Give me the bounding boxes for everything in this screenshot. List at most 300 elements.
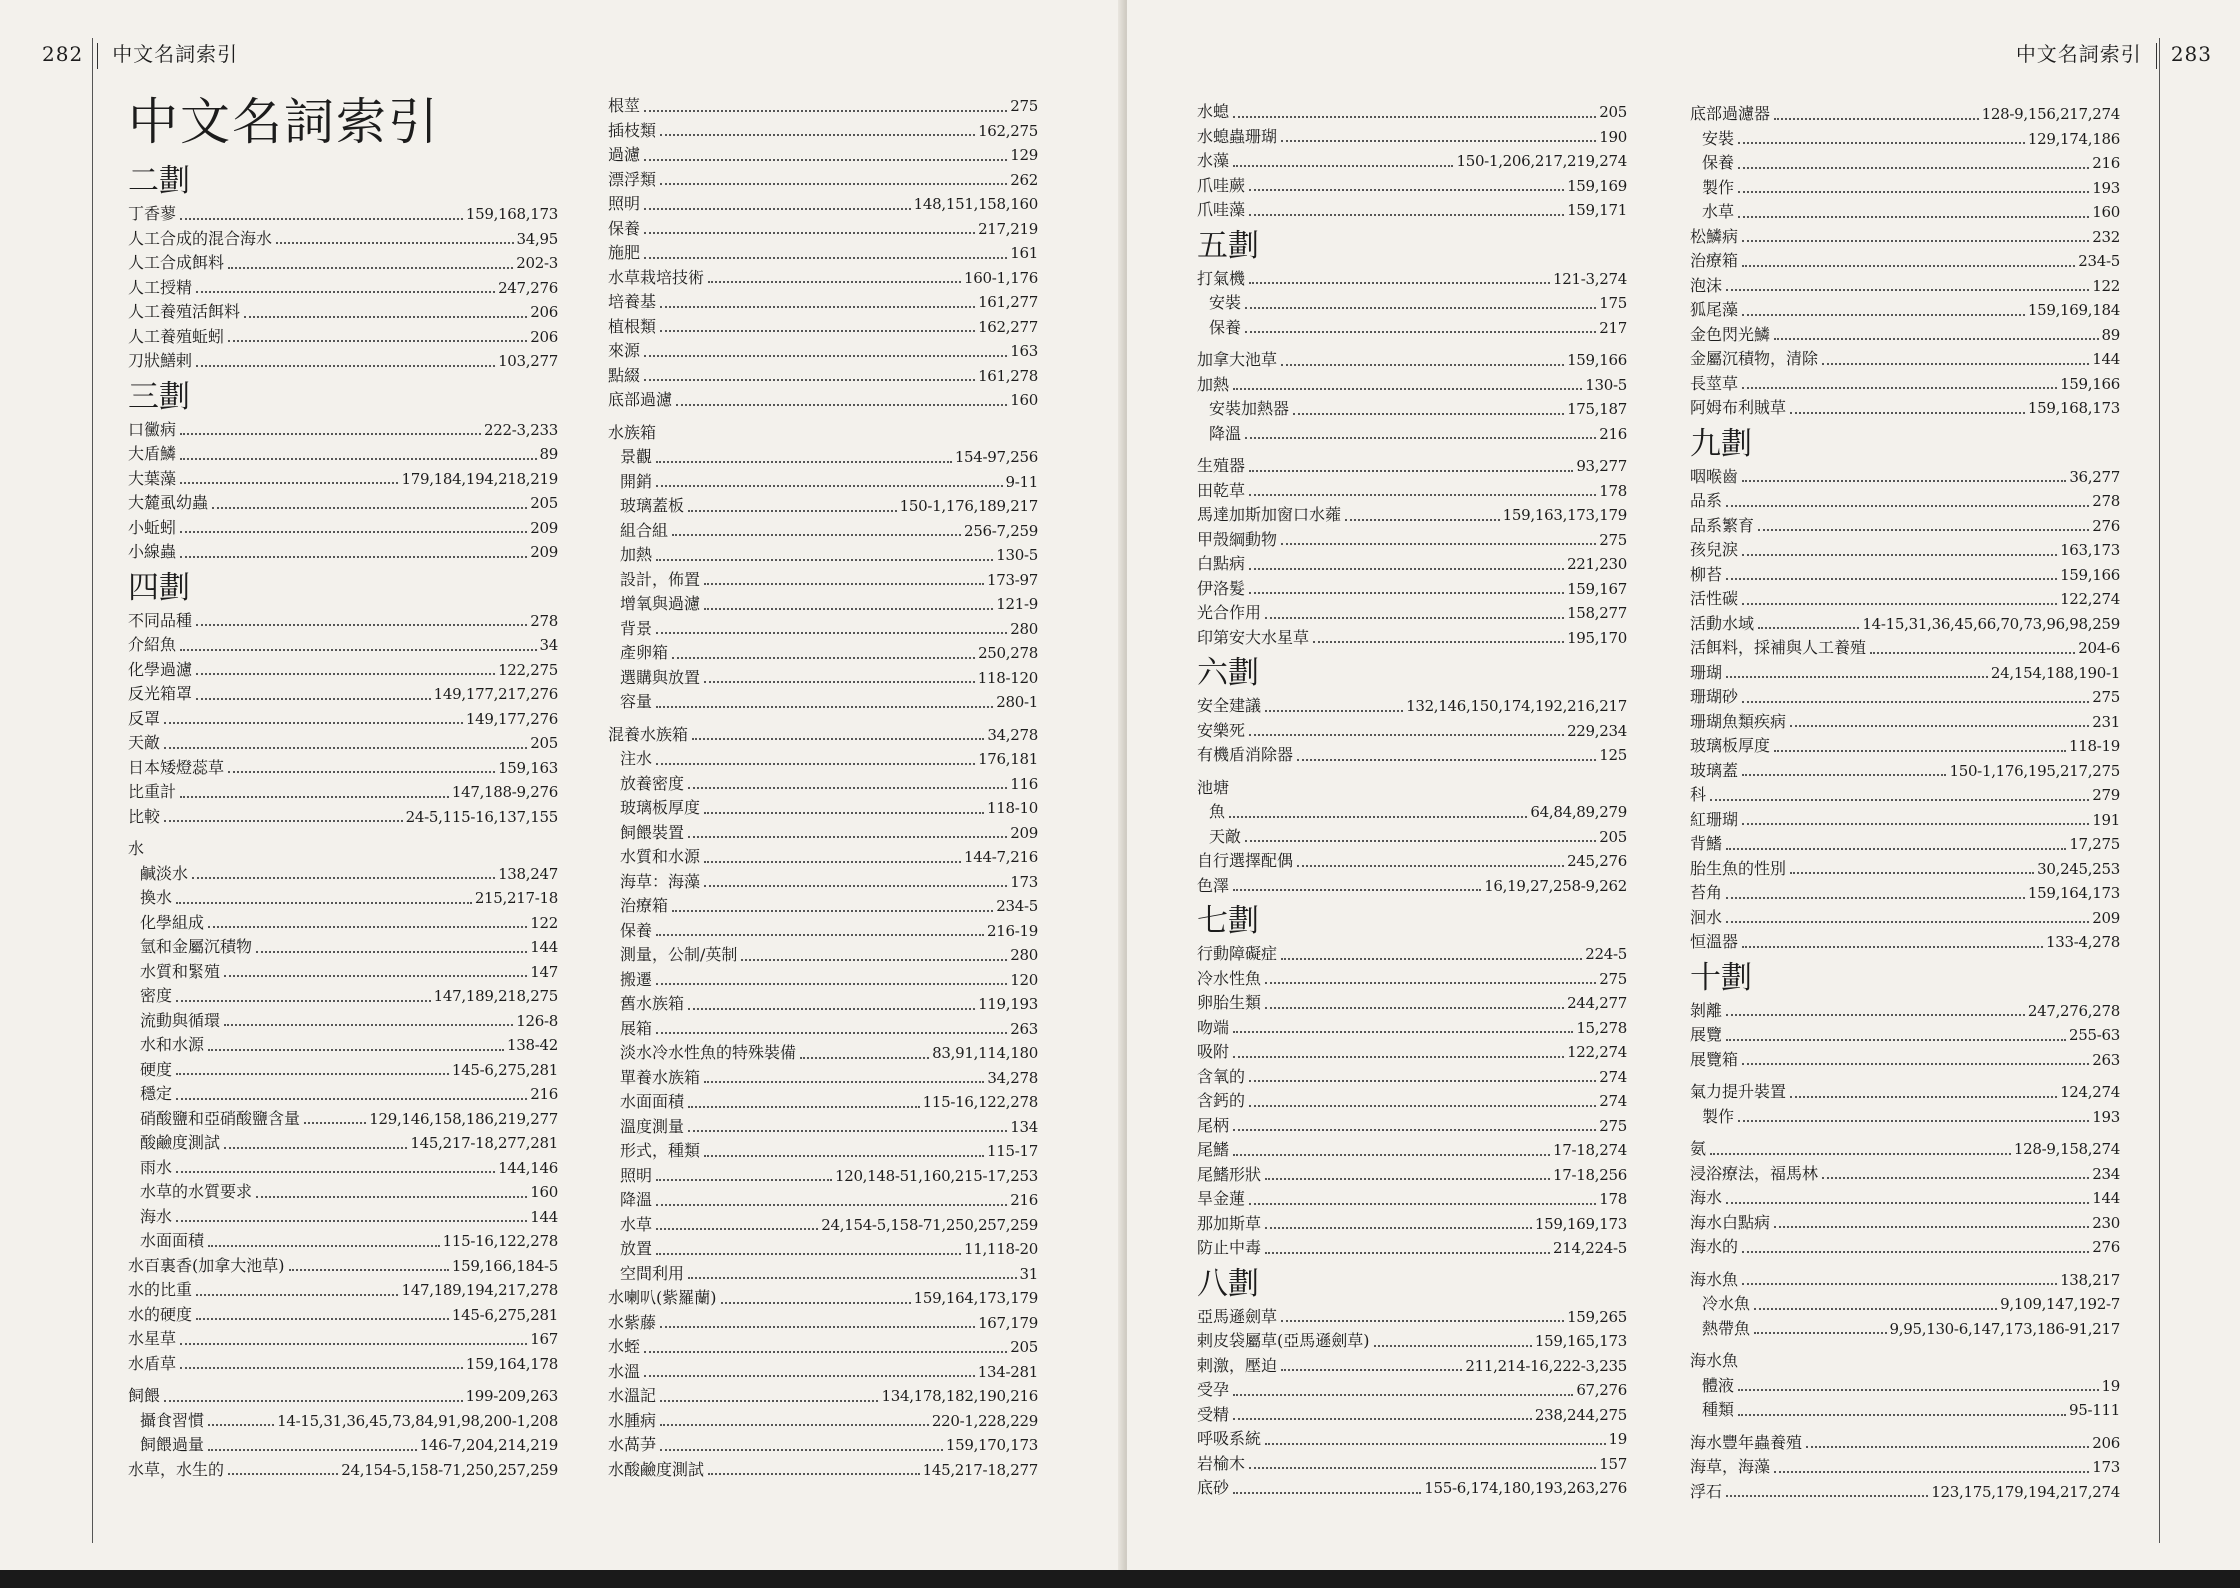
page-references: 144 bbox=[530, 1207, 558, 1226]
dot-leader bbox=[708, 281, 961, 283]
page-references: 36,277 bbox=[2069, 467, 2120, 486]
dot-leader bbox=[1742, 1283, 2057, 1285]
index-subentry bbox=[608, 968, 1038, 993]
index-term: 測量，公制/英制 bbox=[620, 945, 738, 964]
page-references: 216 bbox=[1010, 1191, 1038, 1209]
page-references: 24,154-5,158-71,250,257,259 bbox=[821, 1215, 1038, 1234]
dot-leader bbox=[704, 885, 1007, 887]
dot-leader bbox=[1774, 118, 1979, 120]
page-references: 280 bbox=[1010, 946, 1038, 964]
index-term: 安樂死 bbox=[1197, 720, 1246, 740]
page-references: 173 bbox=[2092, 1458, 2120, 1476]
index-entry bbox=[128, 780, 558, 805]
dot-leader bbox=[1726, 921, 2089, 923]
index-entry bbox=[1197, 991, 1627, 1016]
index-subentry bbox=[608, 1041, 1038, 1066]
index-subentry bbox=[608, 821, 1038, 846]
index-term: 刀狀鱔剌 bbox=[128, 351, 193, 370]
page-references: 129 bbox=[1010, 146, 1038, 164]
index-term: 玻璃蓋 bbox=[1690, 760, 1739, 780]
dot-leader bbox=[1281, 140, 1596, 142]
index-subentry bbox=[608, 617, 1038, 642]
dot-leader bbox=[1758, 529, 2089, 531]
index-entry bbox=[608, 94, 1038, 119]
index-subentry bbox=[128, 1033, 558, 1058]
dot-leader bbox=[688, 1130, 1007, 1132]
dot-leader bbox=[721, 1302, 911, 1304]
index-entry bbox=[1690, 1480, 2120, 1505]
index-entry bbox=[1690, 1162, 2120, 1187]
index-term: 小線蟲 bbox=[128, 542, 177, 561]
dot-leader bbox=[1738, 142, 2025, 144]
page-references: 247,276 bbox=[498, 278, 558, 297]
index-term: 水酸鹼度測試 bbox=[608, 1459, 705, 1479]
index-term: 珊瑚 bbox=[1690, 662, 1723, 682]
page-references: 245,276 bbox=[1567, 852, 1627, 870]
page-references: 167,179 bbox=[978, 1313, 1038, 1332]
index-entry bbox=[1690, 710, 2120, 735]
dot-leader bbox=[1265, 710, 1403, 712]
page-references: 191 bbox=[2092, 810, 2120, 829]
page-references: 14-15,31,36,45,66,70,73,96,98,259 bbox=[1862, 614, 2120, 633]
index-subentry bbox=[608, 845, 1038, 870]
dot-leader bbox=[208, 926, 527, 928]
dot-leader bbox=[672, 910, 993, 912]
index-term: 容量 bbox=[620, 692, 653, 711]
dot-leader bbox=[688, 1008, 975, 1010]
index-entry bbox=[128, 658, 558, 683]
page-references: 161,278 bbox=[978, 366, 1038, 385]
index-term: 活動水域 bbox=[1690, 613, 1755, 633]
index-subentry bbox=[608, 1262, 1038, 1287]
index-entry bbox=[608, 266, 1038, 291]
page-references: 122,275 bbox=[498, 660, 558, 679]
index-term: 旱金蓮 bbox=[1197, 1189, 1246, 1208]
dot-leader bbox=[1742, 1251, 2089, 1253]
page-references: 159,265 bbox=[1567, 1307, 1627, 1326]
page-references: 173-97 bbox=[987, 570, 1038, 589]
dot-leader bbox=[228, 267, 513, 269]
index-subentry bbox=[1197, 422, 1627, 447]
index-term: 水的比重 bbox=[128, 1280, 193, 1299]
index-entry bbox=[1197, 528, 1627, 553]
index-term: 展覽箱 bbox=[1690, 1049, 1739, 1069]
index-subentry bbox=[608, 772, 1038, 797]
index-entries bbox=[1690, 102, 2120, 1504]
index-term: 底砂 bbox=[1197, 1478, 1230, 1497]
index-subentry bbox=[608, 919, 1038, 944]
page-references: 205 bbox=[1010, 1338, 1038, 1356]
index-subentry bbox=[128, 1058, 558, 1083]
dot-leader bbox=[196, 698, 431, 700]
index-entry bbox=[1690, 465, 2120, 490]
index-subentry bbox=[128, 1409, 558, 1434]
page-references: 159,169,173 bbox=[1534, 1214, 1627, 1233]
dot-leader bbox=[660, 1449, 943, 1451]
dot-leader bbox=[1233, 1031, 1573, 1033]
page-references: 205 bbox=[1599, 827, 1627, 846]
index-term: 防止中毒 bbox=[1197, 1238, 1262, 1257]
dot-leader bbox=[1249, 214, 1564, 216]
index-term: 根莖 bbox=[608, 96, 641, 115]
dot-leader bbox=[224, 975, 527, 977]
index-term: 海水 bbox=[1690, 1188, 1723, 1207]
index-column-3 bbox=[1197, 100, 1627, 1501]
index-term: 體液 bbox=[1702, 1375, 1735, 1395]
dot-leader bbox=[644, 1351, 1007, 1353]
index-term: 景觀 bbox=[620, 447, 653, 466]
page-references: 175 bbox=[1599, 294, 1627, 312]
dot-leader bbox=[1297, 759, 1596, 761]
page-references: 24-5,115-16,137,155 bbox=[405, 807, 558, 826]
header-divider bbox=[2156, 43, 2157, 69]
index-subentry bbox=[128, 911, 558, 936]
dot-leader bbox=[1265, 1007, 1564, 1009]
page-references: 17,275 bbox=[2069, 835, 2120, 853]
index-subentry bbox=[128, 1433, 558, 1458]
dot-leader bbox=[656, 934, 984, 936]
index-term: 組合組 bbox=[620, 520, 669, 540]
index-term: 照明 bbox=[620, 1165, 653, 1185]
index-entry bbox=[1197, 1016, 1627, 1041]
page-references: 120,148-51,160,215-17,253 bbox=[834, 1166, 1038, 1185]
page-references: 64,84,89,279 bbox=[1530, 803, 1627, 821]
dot-leader bbox=[660, 1400, 878, 1402]
index-entry bbox=[608, 192, 1038, 217]
page-references: 145-6,275,281 bbox=[451, 1305, 558, 1324]
index-term: 來源 bbox=[608, 341, 641, 360]
index-subentry bbox=[1197, 316, 1627, 341]
index-entry bbox=[608, 339, 1038, 364]
index-term: 鹹淡水 bbox=[140, 863, 189, 883]
index-term: 放置 bbox=[620, 1239, 653, 1258]
dot-leader bbox=[1233, 388, 1582, 390]
page-references: 211,214-16,222-3,235 bbox=[1465, 1356, 1627, 1375]
dot-leader bbox=[741, 959, 1007, 961]
index-term: 化學組成 bbox=[140, 912, 205, 932]
page-references: 122 bbox=[2092, 276, 2120, 295]
index-subentry bbox=[128, 886, 558, 911]
dot-leader bbox=[1249, 282, 1550, 284]
page-references: 14-15,31,36,45,73,84,91,98,200-1,208 bbox=[277, 1411, 558, 1430]
index-term: 化學過濾 bbox=[128, 659, 193, 679]
index-term: 飼餵 bbox=[128, 1386, 161, 1405]
page-references: 89 bbox=[2101, 325, 2120, 344]
index-term: 氨 bbox=[1690, 1139, 1707, 1158]
index-entry bbox=[128, 633, 558, 658]
page-references: 263 bbox=[2092, 1050, 2120, 1069]
page-references: 231 bbox=[2092, 712, 2120, 731]
index-term: 大盾鱗 bbox=[128, 444, 177, 463]
index-entry bbox=[1690, 102, 2120, 127]
page-references: 173 bbox=[1010, 872, 1038, 891]
index-term: 展覽 bbox=[1690, 1025, 1723, 1044]
dot-leader bbox=[656, 1204, 1007, 1206]
index-term: 剌皮袋屬草(亞馬遜劍草) bbox=[1197, 1331, 1370, 1350]
index-term: 注水 bbox=[620, 749, 653, 768]
page-references: 159,166,184-5 bbox=[451, 1256, 558, 1275]
index-term: 介紹魚 bbox=[128, 635, 177, 654]
page-references: 209 bbox=[530, 518, 558, 537]
index-entry bbox=[128, 1352, 558, 1377]
dot-leader bbox=[1726, 897, 2025, 899]
index-term: 點綴 bbox=[608, 365, 641, 385]
index-term: 空間利用 bbox=[620, 1263, 685, 1283]
index-term: 不同品種 bbox=[128, 610, 193, 630]
page-references: 150-1,176,195,217,275 bbox=[1949, 761, 2120, 780]
index-term: 漂浮類 bbox=[608, 169, 657, 189]
dot-leader bbox=[1249, 1203, 1596, 1205]
dot-leader bbox=[1738, 1389, 2098, 1391]
dot-leader bbox=[1726, 1014, 2025, 1016]
index-entry bbox=[128, 442, 558, 467]
page-references: 204-6 bbox=[2078, 639, 2120, 657]
dot-leader bbox=[176, 1000, 431, 1002]
index-column-1 bbox=[128, 92, 558, 1482]
dot-leader bbox=[688, 836, 1007, 838]
index-term: 展箱 bbox=[620, 1018, 653, 1038]
page-references: 115-16,122,278 bbox=[922, 1093, 1038, 1111]
index-term: 活性碳 bbox=[1690, 589, 1739, 608]
header-divider bbox=[97, 43, 98, 69]
page-references: 178 bbox=[1599, 481, 1627, 500]
index-entry bbox=[128, 540, 558, 565]
index-entry bbox=[1197, 1114, 1627, 1139]
dot-leader bbox=[1870, 652, 2075, 654]
page-references: 160 bbox=[2092, 203, 2120, 221]
dot-leader bbox=[644, 379, 975, 381]
dot-leader bbox=[180, 1343, 527, 1345]
page-references: 17-18,274 bbox=[1553, 1141, 1627, 1159]
index-term: 浸浴療法，福馬林 bbox=[1690, 1163, 1819, 1183]
index-subentry bbox=[608, 1139, 1038, 1164]
dot-leader bbox=[1710, 799, 2089, 801]
index-term: 植根類 bbox=[608, 316, 657, 336]
index-subentry bbox=[128, 1107, 558, 1132]
page-references: 9,109,147,192-7 bbox=[2000, 1295, 2120, 1313]
index-term: 含氧的 bbox=[1197, 1066, 1246, 1086]
dot-leader bbox=[1738, 216, 2089, 218]
index-term: 尾柄 bbox=[1197, 1115, 1230, 1135]
index-entry bbox=[608, 217, 1038, 242]
page-references: 279 bbox=[2092, 786, 2120, 804]
index-subentry bbox=[128, 1229, 558, 1254]
page-references: 122,274 bbox=[2060, 590, 2120, 608]
dot-leader bbox=[1742, 701, 2089, 703]
index-entry bbox=[128, 202, 558, 227]
dot-leader bbox=[1822, 1177, 2089, 1179]
index-entry bbox=[1197, 479, 1627, 504]
index-entry bbox=[1197, 1089, 1627, 1114]
dot-leader bbox=[1822, 363, 2089, 365]
index-term: 加拿大池草 bbox=[1197, 350, 1278, 369]
index-subentry bbox=[1690, 1105, 2120, 1130]
dot-leader bbox=[1265, 1227, 1532, 1229]
index-subentry bbox=[608, 1237, 1038, 1262]
index-entry bbox=[1690, 906, 2120, 931]
dot-leader bbox=[656, 763, 975, 765]
index-entry bbox=[608, 1360, 1038, 1385]
index-term: 水萵芛 bbox=[608, 1435, 657, 1454]
index-term: 硬度 bbox=[140, 1059, 173, 1079]
page-references: 9,95,130-6,147,173,186-91,217 bbox=[1889, 1319, 2120, 1338]
index-term: 水草，水生的 bbox=[128, 1459, 225, 1479]
index-entry bbox=[608, 290, 1038, 315]
index-term: 海草，海藻 bbox=[1690, 1457, 1771, 1476]
page-references: 121-3,274 bbox=[1553, 269, 1627, 288]
page-references: 158,277 bbox=[1567, 604, 1627, 622]
index-entry bbox=[1197, 776, 1627, 801]
dot-leader bbox=[1710, 1153, 2011, 1155]
stroke-count-heading: 三劃 bbox=[128, 378, 190, 415]
page-title: 中文名詞索引 bbox=[128, 93, 440, 151]
dot-leader bbox=[180, 218, 463, 220]
index-term: 單養水族箱 bbox=[620, 1067, 701, 1087]
page-references: 209 bbox=[2092, 908, 2120, 927]
index-subentry bbox=[608, 1017, 1038, 1042]
dot-leader bbox=[688, 1277, 1016, 1279]
index-term: 水面面積 bbox=[620, 1092, 685, 1111]
index-term: 活餌料，採補與人工養殖 bbox=[1690, 638, 1867, 657]
index-entry bbox=[1197, 1236, 1627, 1261]
index-entry bbox=[128, 1278, 558, 1303]
index-term: 比較 bbox=[128, 806, 161, 826]
page-references: 157 bbox=[1599, 1454, 1627, 1473]
dot-leader bbox=[208, 1245, 440, 1247]
dot-leader bbox=[1281, 1320, 1564, 1322]
dot-leader bbox=[1265, 1443, 1605, 1445]
index-term: 尾鰭 bbox=[1197, 1140, 1230, 1159]
dot-leader bbox=[1297, 865, 1564, 867]
page-references: 159,164,173 bbox=[2027, 884, 2120, 902]
index-entry bbox=[1690, 734, 2120, 759]
dot-leader bbox=[1265, 617, 1564, 619]
index-term: 安裝 bbox=[1702, 128, 1735, 148]
dot-leader bbox=[704, 1081, 984, 1083]
index-entry bbox=[608, 1384, 1038, 1409]
dot-leader bbox=[196, 1318, 449, 1320]
index-term: 人工授精 bbox=[128, 277, 193, 297]
index-term: 魚 bbox=[1209, 802, 1226, 821]
index-term: 水溫記 bbox=[608, 1386, 657, 1405]
index-term: 水草的水質要求 bbox=[140, 1182, 253, 1201]
index-term: 插枝類 bbox=[608, 120, 657, 140]
index-subentry bbox=[608, 445, 1038, 470]
page-references: 138,217 bbox=[2060, 1270, 2120, 1289]
stroke-count-heading: 二劃 bbox=[128, 163, 190, 199]
index-entry bbox=[1690, 1268, 2120, 1293]
page-references: 162,275 bbox=[978, 121, 1038, 140]
page-number-right: 283 bbox=[2170, 42, 2212, 66]
index-entry bbox=[128, 516, 558, 541]
dot-leader bbox=[1249, 568, 1564, 570]
index-entry bbox=[1197, 1354, 1627, 1379]
dot-leader bbox=[656, 485, 1002, 487]
index-term: 製作 bbox=[1702, 177, 1735, 197]
page-references: 278 bbox=[530, 611, 558, 630]
index-entry bbox=[1197, 1403, 1627, 1428]
page-references: 159,166 bbox=[2060, 374, 2120, 393]
page-references: 205 bbox=[530, 494, 558, 512]
index-term: 反光箱罩 bbox=[128, 684, 193, 703]
index-term: 比重計 bbox=[128, 782, 177, 801]
index-term: 玻璃板厚度 bbox=[1690, 736, 1771, 755]
index-term: 阿姆布利賊草 bbox=[1690, 398, 1787, 417]
dot-leader bbox=[1738, 1120, 2089, 1122]
index-term: 海水白點病 bbox=[1690, 1212, 1771, 1232]
index-term: 背鰭 bbox=[1690, 834, 1723, 853]
index-subentry bbox=[608, 494, 1038, 519]
index-entry bbox=[1197, 373, 1627, 398]
index-entry bbox=[1197, 719, 1627, 744]
page-references: 215,217-18 bbox=[474, 889, 558, 907]
dot-leader bbox=[176, 902, 472, 904]
index-term: 溫度測量 bbox=[620, 1116, 685, 1136]
index-term: 開銷 bbox=[620, 471, 653, 491]
page-references: 193 bbox=[2092, 178, 2120, 197]
index-term: 放養密度 bbox=[620, 773, 685, 793]
index-term: 行動障礙症 bbox=[1197, 944, 1278, 963]
dot-leader bbox=[1726, 1495, 1928, 1497]
index-term: 珊瑚砂 bbox=[1690, 687, 1739, 706]
index-subentry bbox=[608, 992, 1038, 1017]
page-references: 134 bbox=[1010, 1117, 1038, 1136]
index-term: 吻端 bbox=[1197, 1017, 1230, 1037]
index-entry bbox=[1197, 1212, 1627, 1237]
scan-bottom-edge bbox=[0, 1570, 2240, 1588]
index-entry bbox=[1690, 1186, 2120, 1211]
index-subentry bbox=[608, 1164, 1038, 1189]
page-references: 205 bbox=[1599, 103, 1627, 121]
index-term: 背景 bbox=[620, 618, 653, 638]
index-subentry bbox=[608, 870, 1038, 895]
dot-leader bbox=[656, 1179, 832, 1181]
index-entry bbox=[1690, 563, 2120, 588]
index-term: 天敵 bbox=[1209, 826, 1242, 846]
dot-leader bbox=[1742, 240, 2089, 242]
page-references: 124,274 bbox=[2060, 1083, 2120, 1101]
index-term: 岩榆木 bbox=[1197, 1453, 1246, 1473]
index-term: 浮石 bbox=[1690, 1481, 1723, 1501]
dot-leader bbox=[704, 583, 984, 585]
index-entry bbox=[1197, 626, 1627, 651]
page-references: 95-111 bbox=[2069, 1401, 2120, 1419]
page-references: 128-9,158,274 bbox=[2013, 1140, 2120, 1158]
index-entry bbox=[1197, 1452, 1627, 1477]
index-term: 形式，種類 bbox=[620, 1141, 701, 1160]
index-term: 珊瑚魚類疾病 bbox=[1690, 711, 1787, 731]
index-term: 剝離 bbox=[1690, 1000, 1723, 1020]
page-references: 159,171 bbox=[1567, 201, 1627, 219]
page-references: 150-1,176,189,217 bbox=[899, 497, 1038, 515]
page-references: 190 bbox=[1599, 127, 1627, 146]
index-term: 攝食習慣 bbox=[140, 1410, 205, 1430]
index-term: 水螅蟲珊瑚 bbox=[1197, 126, 1278, 146]
dot-leader bbox=[644, 232, 975, 234]
page-references: 230 bbox=[2092, 1213, 2120, 1232]
index-entry bbox=[128, 1303, 558, 1328]
index-entry bbox=[1690, 783, 2120, 808]
index-term: 日本矮燈蕊草 bbox=[128, 757, 225, 777]
dot-leader bbox=[1233, 1394, 1573, 1396]
index-entry bbox=[1197, 1138, 1627, 1163]
index-entry bbox=[1690, 489, 2120, 514]
dot-leader bbox=[1245, 331, 1596, 333]
index-term: 海水的 bbox=[1690, 1237, 1739, 1256]
index-term: 丁香蓼 bbox=[128, 204, 177, 223]
dot-leader bbox=[1233, 1492, 1421, 1494]
index-entry bbox=[1690, 808, 2120, 833]
